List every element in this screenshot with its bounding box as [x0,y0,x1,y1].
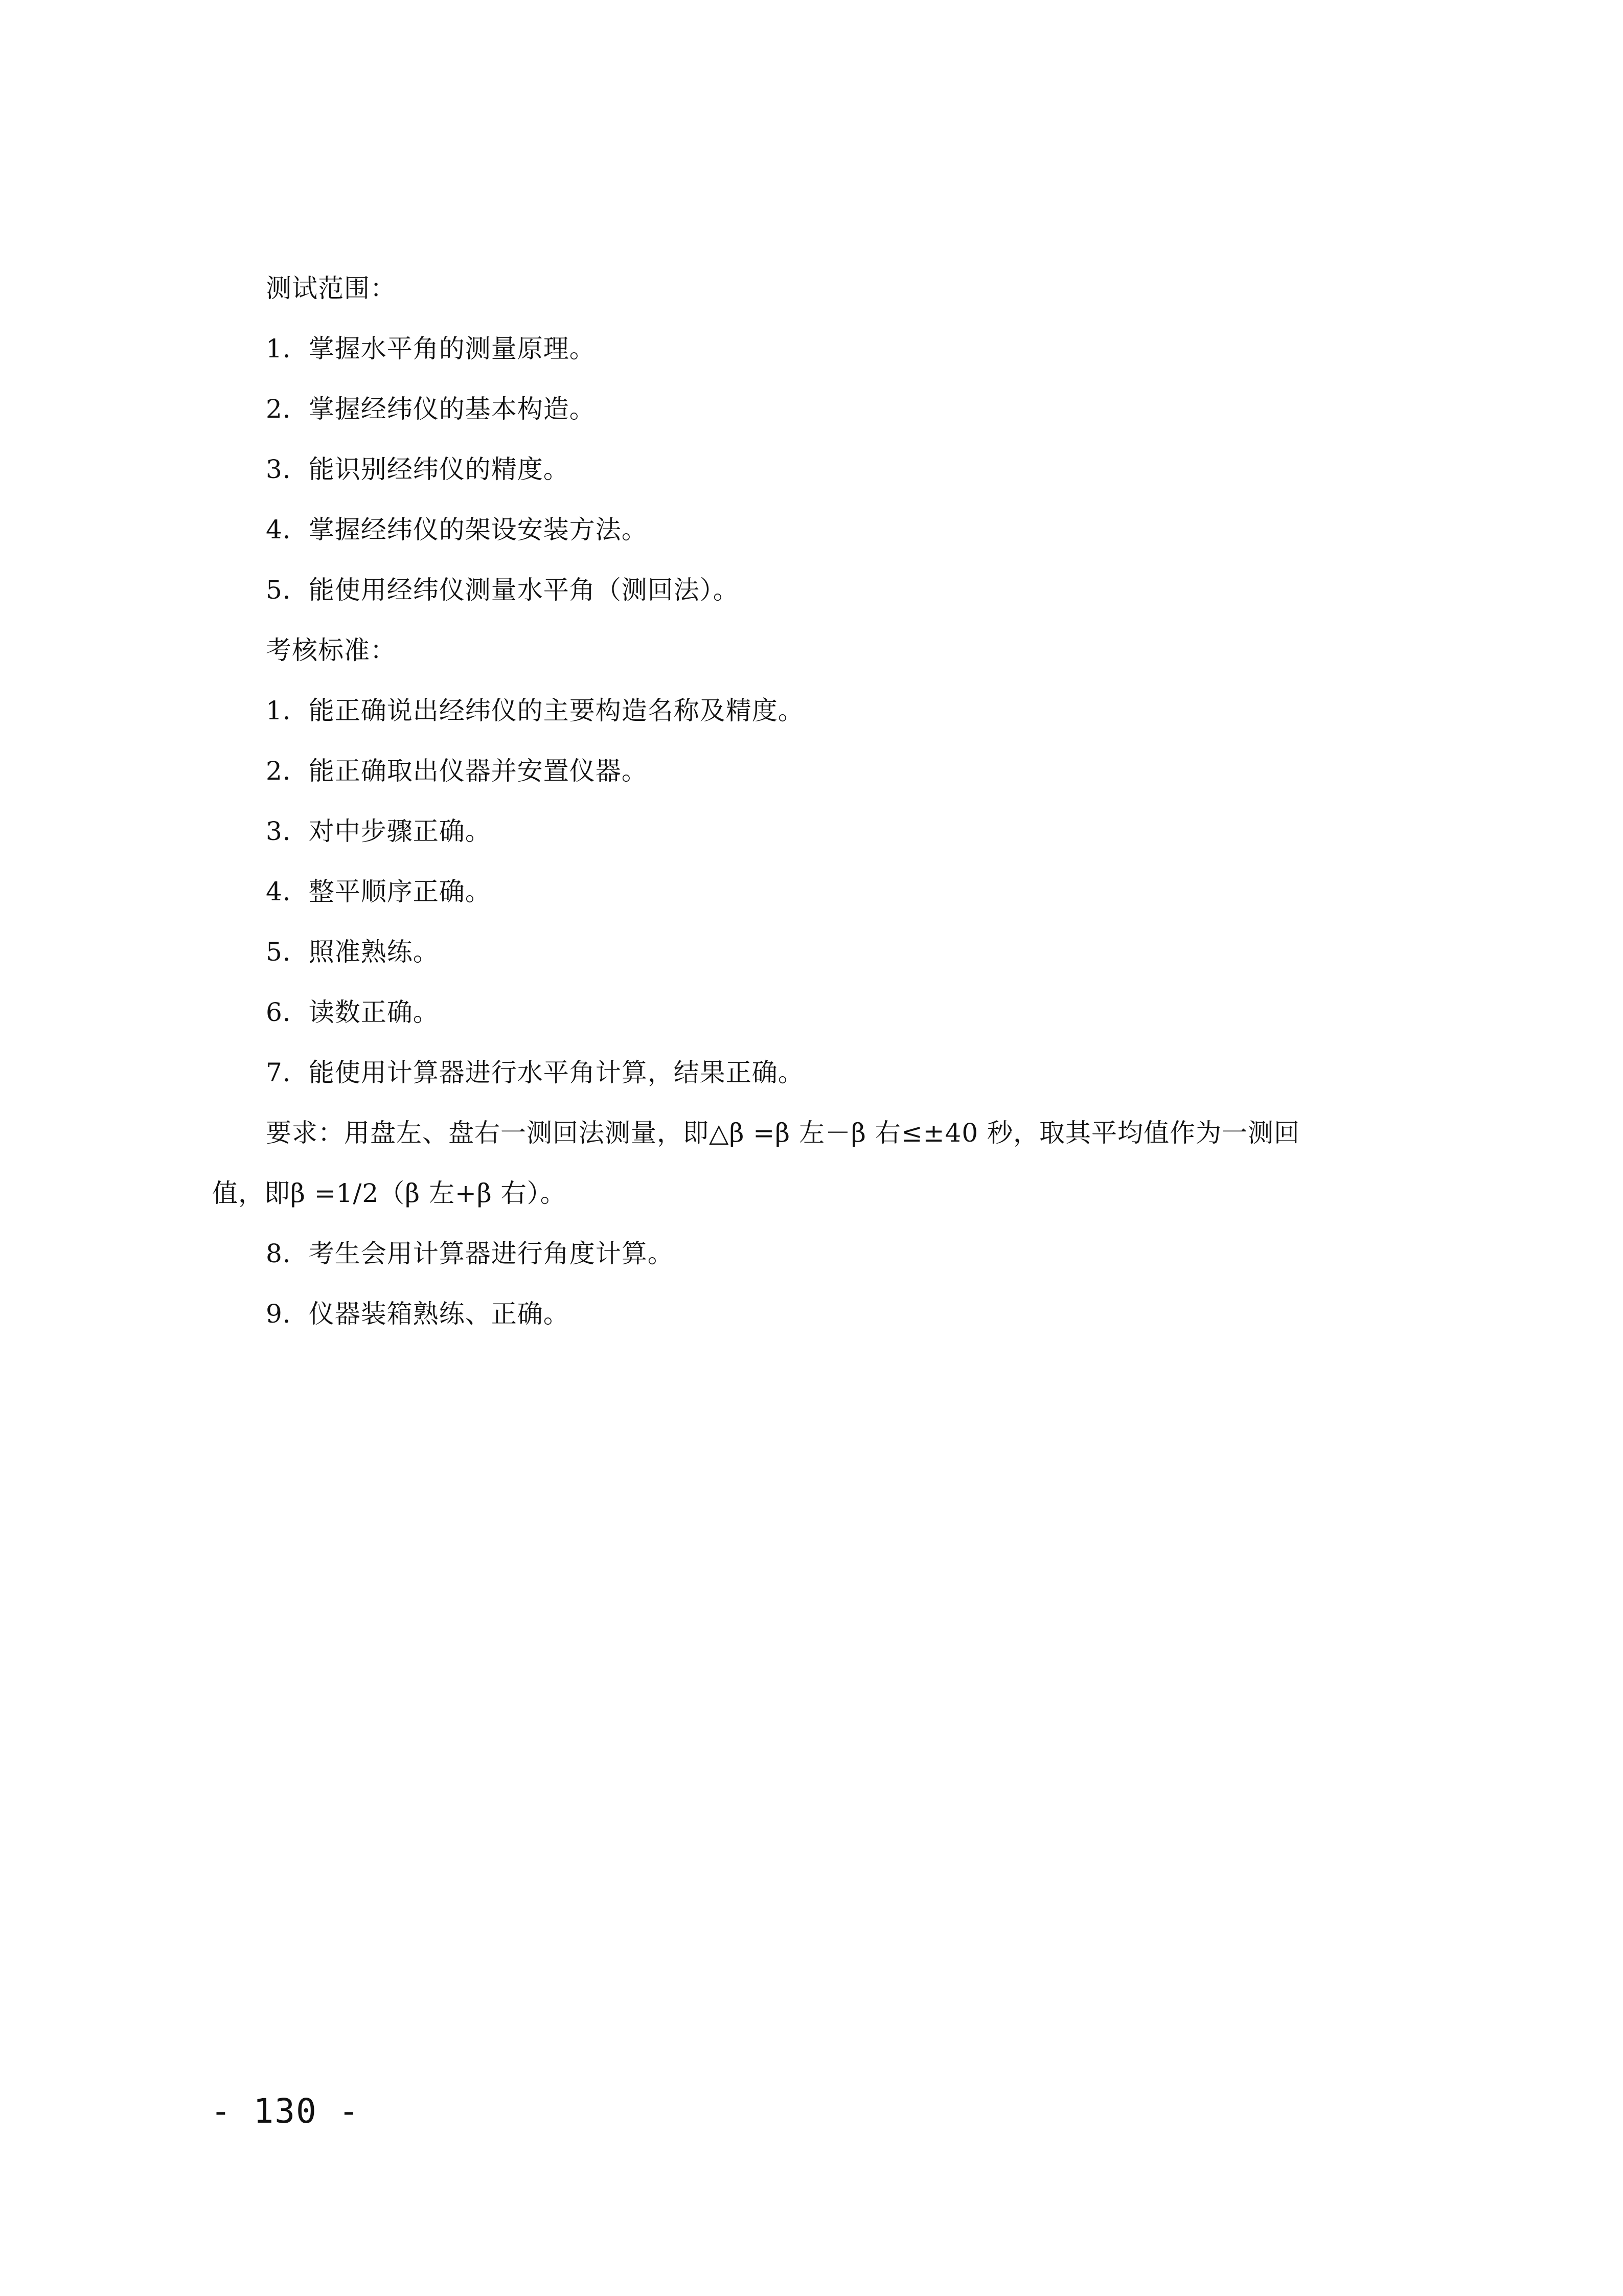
criteria-item-6: 6．读数正确。 [266,997,439,1027]
requirement-line-2: 值，即β =1/2（β 左+β 右）。 [212,1178,566,1208]
scope-item-2: 2．掌握经纬仪的基本构造。 [266,394,596,424]
criteria-item-4: 4．整平顺序正确。 [266,877,491,906]
scope-item-1: 1．掌握水平角的测量原理。 [266,334,596,363]
criteria-item-5: 5．照准熟练。 [266,937,439,967]
scope-item-5: 5．能使用经纬仪测量水平角（测回法）。 [266,575,739,605]
criteria-heading: 考核标准： [266,635,396,665]
scope-item-3: 3．能识别经纬仪的精度。 [266,454,569,484]
requirement-line-1: 要求：用盘左、盘右一测回法测量，即△β =β 左－β 右≤±40 秒，取其平均值作为一测回 [266,1118,1300,1148]
criteria-item-2: 2．能正确取出仪器并安置仪器。 [266,756,648,786]
criteria-item-3: 3．对中步骤正确。 [266,816,491,846]
extra-item-9: 9．仪器装箱熟练、正确。 [266,1299,569,1329]
criteria-item-7: 7．能使用计算器进行水平角计算，结果正确。 [266,1058,804,1087]
scope-item-4: 4．掌握经纬仪的架设安装方法。 [266,515,648,544]
document-body [212,258,1429,1344]
scope-heading: 测试范围： [266,274,396,303]
page-number: - 130 - [211,2092,360,2131]
criteria-item-1: 1．能正确说出经纬仪的主要构造名称及精度。 [266,696,804,725]
extra-item-8: 8．考生会用计算器进行角度计算。 [266,1239,674,1268]
